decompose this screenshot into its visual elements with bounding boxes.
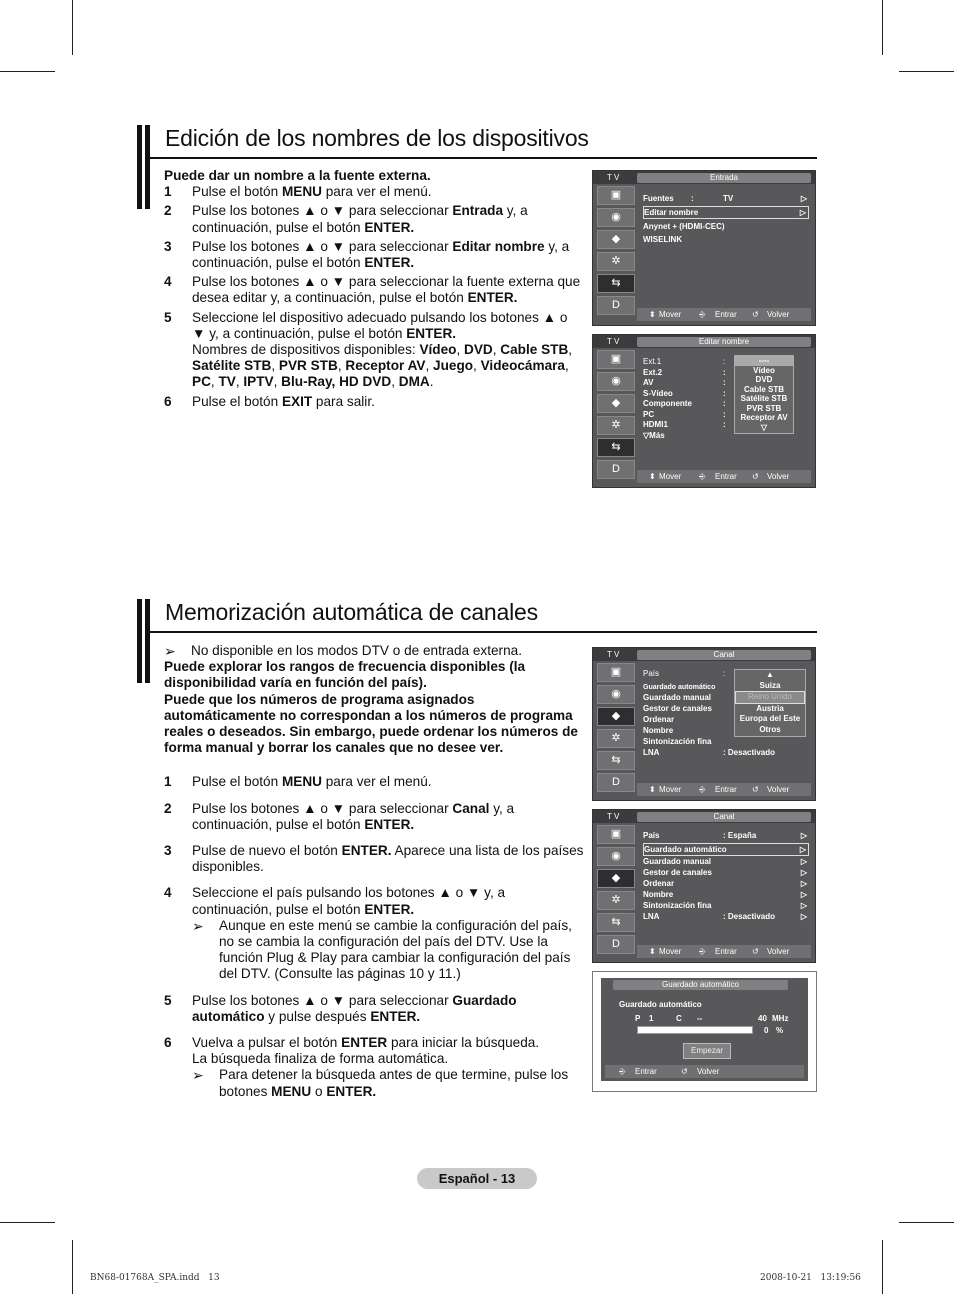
- step-text: Vuelva a pulsar el botón ENTER para iniciar la búsqueda. La búsqueda finaliza de forma automática.: [192, 1035, 540, 1067]
- digital-menu-icon: D: [597, 935, 635, 954]
- step-number: 3: [164, 238, 172, 254]
- note: [164, 643, 584, 659]
- row-label: Sintonización fina: [643, 901, 712, 910]
- crop-mark: [882, 1240, 883, 1294]
- row-value: TV: [723, 194, 734, 203]
- row-label: Editar nombre: [644, 208, 699, 217]
- footer-volver: Volver: [767, 472, 790, 481]
- step-3: [164, 239, 584, 271]
- screen-footer: [637, 470, 811, 483]
- return-icon: ↺: [752, 947, 759, 956]
- step-text: Seleccione el país pulsando los botones ▲ o ▼ y, a continuación, pulse el botón ENTER.: [192, 885, 506, 917]
- row-label: PC: [643, 409, 655, 419]
- arrow-right-icon: ▷: [800, 194, 807, 203]
- tv-screen-canal: [592, 809, 816, 963]
- popup-option[interactable]: Suiza: [759, 680, 781, 690]
- setup-icon: ✲: [597, 252, 635, 271]
- arrow-right-icon: ▷: [799, 845, 806, 854]
- digital-menu-icon: D: [597, 296, 635, 315]
- step-number: 2: [164, 800, 172, 816]
- arrow-right-icon: ▷: [800, 912, 807, 921]
- footer-entrar: Entrar: [715, 310, 737, 319]
- section-title: Memorización automática de canales: [165, 599, 538, 625]
- footer-entrar: Entrar: [635, 1067, 657, 1076]
- step-2: [164, 801, 584, 833]
- enter-icon: ⎆: [699, 472, 706, 481]
- setup-icon: ✲: [597, 416, 635, 435]
- menu-row[interactable]: [643, 830, 809, 841]
- footer-volver: Volver: [767, 785, 790, 794]
- popup-option[interactable]: Austria: [756, 703, 784, 713]
- step-text: Pulse de nuevo el botón ENTER. Aparece una lista de los países disponibles.: [192, 843, 584, 875]
- menu-title: Entrada: [637, 173, 811, 183]
- crop-mark: [0, 71, 55, 72]
- menu-row[interactable]: [643, 867, 809, 878]
- step-number: 5: [164, 309, 172, 325]
- step-5: [164, 310, 584, 391]
- step-5: [164, 993, 584, 1025]
- note-arrow-icon: ➢: [192, 1067, 204, 1084]
- popup-option[interactable]: Satélite STB: [740, 394, 788, 403]
- menu-icons: [595, 663, 637, 795]
- step-4: [164, 274, 584, 306]
- row-sep: :: [723, 420, 726, 429]
- section-body-device-names: [164, 168, 584, 413]
- move-icon: ⬍: [649, 785, 656, 794]
- dialog-footer: [605, 1065, 804, 1078]
- section-body-auto-store: [164, 643, 584, 1110]
- arrow-right-icon: ▷: [800, 868, 807, 877]
- arrow-right-icon: ▷: [800, 831, 807, 840]
- tv-label: T V: [607, 337, 620, 346]
- row-label: ▽Más: [643, 430, 665, 440]
- row-label: Ordenar: [643, 715, 675, 724]
- popup-option[interactable]: Receptor AV: [740, 413, 788, 422]
- row-label: Anynet + (HDMI-CEC): [643, 222, 725, 231]
- move-icon: ⬍: [649, 947, 656, 956]
- row-label: Guardado manual: [643, 857, 712, 866]
- step-text: Pulse el botón MENU para ver el menú.: [192, 184, 432, 200]
- footer-entrar: Entrar: [715, 947, 737, 956]
- step-6: [164, 1035, 584, 1100]
- header-rule: [150, 157, 817, 159]
- tv-screen-editar-nombre: [592, 334, 816, 488]
- sound-icon: ◉: [597, 372, 635, 391]
- row-sep: :: [723, 378, 726, 387]
- footer-volver: Volver: [697, 1067, 720, 1076]
- input-icon: ⇆: [597, 274, 635, 293]
- step-number: 1: [164, 184, 172, 200]
- popup-option[interactable]: DVD: [755, 375, 773, 384]
- row-sep: :: [723, 367, 726, 377]
- intro-text: Puede que los números de programa asignados automáticamente no correspondan a los números de programa reales o deseados. Sin embargo, puede ordenar los números de forma manual y borrar los canales que no desee ver.: [164, 691, 578, 756]
- popup-option[interactable]: Europa del Este: [739, 714, 801, 723]
- menu-row[interactable]: [643, 911, 809, 922]
- return-icon: ↺: [752, 472, 759, 481]
- dialog-title: Guardado automático: [613, 980, 788, 990]
- row-sep: :: [691, 194, 694, 203]
- popup-option[interactable]: Otros: [759, 724, 781, 734]
- popup-option[interactable]: Vídeo: [753, 365, 775, 375]
- crop-mark: [899, 1222, 954, 1223]
- input-icon: ⇆: [597, 438, 635, 457]
- footer-mover: Mover: [659, 947, 682, 956]
- menu-title: Canal: [637, 650, 811, 660]
- screen-footer: [637, 783, 811, 796]
- input-icon: ⇆: [597, 751, 635, 770]
- row-label: Ordenar: [643, 879, 675, 888]
- step-6: [164, 394, 584, 410]
- picture-icon: ▣: [597, 350, 635, 369]
- menu-row[interactable]: [643, 878, 809, 889]
- input-icon: ⇆: [597, 913, 635, 932]
- row-sep: :: [723, 388, 726, 398]
- return-icon: ↺: [681, 1067, 688, 1076]
- footer-entrar: Entrar: [715, 785, 737, 794]
- channel-icon: ◆: [597, 707, 635, 726]
- percent-unit: %: [776, 1026, 784, 1035]
- row-value: : España: [723, 831, 757, 840]
- percent-value: 0: [764, 1026, 769, 1035]
- auto-store-dialog: [601, 978, 808, 1081]
- screen-footer: [637, 945, 811, 958]
- step-text: Pulse los botones ▲ o ▼ para seleccionar Editar nombre y, a continuación, pulse el botón ENTER.: [192, 238, 570, 271]
- step-number: 5: [164, 992, 172, 1008]
- row-label: Fuentes: [643, 194, 674, 203]
- arrow-right-icon: ▷: [800, 901, 807, 910]
- start-button[interactable]: Empezar: [683, 1043, 731, 1059]
- note-text: Aunque en este menú se cambie la configuración del país, no se cambia la configuración del país del DTV. Use la función Plug & Play para cambiar la configuración del país del DTV. (Consulte las páginas 10 y 11.): [219, 917, 572, 982]
- step-text: Pulse los botones ▲ o ▼ para seleccionar la fuente externa que desea editar y, a continuación, pulse el botón ENTER.: [192, 274, 581, 306]
- channel-label: C: [676, 1014, 682, 1023]
- digital-menu-icon: D: [597, 773, 635, 792]
- steps-list: [164, 184, 584, 410]
- tv-screen-canal-pais: [592, 647, 816, 801]
- row-label: HDMI1: [643, 420, 668, 429]
- step-text: Pulse el botón MENU para ver el menú.: [192, 774, 432, 790]
- row-label: Guardado automático: [644, 845, 727, 854]
- step-3: [164, 843, 584, 875]
- step-text: Pulse los botones ▲ o ▼ para seleccionar Guardado automático y pulse después ENTER.: [192, 992, 517, 1024]
- progress-bar: [637, 1026, 753, 1034]
- row-label: País: [643, 831, 660, 840]
- row-label: Componente: [643, 399, 692, 408]
- dialog-label: Guardado automático: [619, 1000, 702, 1009]
- footer-volver: Volver: [767, 947, 790, 956]
- section-title: Edición de los nombres de los dispositivos: [165, 125, 589, 151]
- program-value: 1: [649, 1014, 654, 1023]
- header-rule: [150, 631, 817, 633]
- row-value: : Desactivado: [723, 748, 776, 757]
- popup-option[interactable]: ▲: [766, 670, 774, 679]
- header-bar: [145, 125, 150, 209]
- arrow-right-icon: ▷: [799, 208, 806, 217]
- setup-icon: ✲: [597, 891, 635, 910]
- popup-option[interactable]: Reino Unido: [735, 691, 805, 704]
- tv-screen-entrada: [592, 170, 816, 326]
- step-number: 6: [164, 1035, 172, 1051]
- intro-text: Puede explorar los rangos de frecuencia disponibles (la disponibilidad varía en función del país).: [164, 659, 526, 691]
- row-label: Guardado automático: [643, 684, 716, 691]
- step-number: 4: [164, 274, 172, 290]
- device-name-popup[interactable]: [734, 355, 794, 434]
- move-icon: ⬍: [649, 310, 656, 319]
- popup-option[interactable]: Cable STB: [743, 384, 784, 394]
- popup-option[interactable]: ----: [735, 356, 793, 366]
- arrow-right-icon: ▷: [800, 879, 807, 888]
- sound-icon: ◉: [597, 208, 635, 227]
- channel-icon: ◆: [597, 394, 635, 413]
- menu-row[interactable]: [643, 843, 809, 856]
- picture-icon: ▣: [597, 663, 635, 682]
- note-arrow-icon: ➢: [164, 643, 176, 659]
- row-label: AV: [643, 378, 654, 387]
- footer-mover: Mover: [659, 785, 682, 794]
- frequency-unit: MHz: [772, 1014, 789, 1023]
- row-label: LNA: [643, 912, 660, 921]
- footer-mover: Mover: [659, 472, 682, 481]
- crop-mark: [72, 0, 73, 55]
- row-sep: :: [723, 409, 726, 419]
- step-2: [164, 203, 584, 235]
- row-label: Gestor de canales: [643, 704, 712, 713]
- slug-date: 2008-10-21 13:19:56: [760, 1273, 861, 1283]
- sound-icon: ◉: [597, 847, 635, 866]
- step-text: Seleccione lel dispositivo adecuado pulsando los botones ▲ o ▼ y, a continuación, pulse el botón ENTER. Nombres de dispositivos disponibles: Vídeo, DVD, Cable STB, Satélite STB, PVR STB, Receptor AV, Juego, Videocámara, PC, TV, IPTV, Blu-Ray, HD DVD, DMA.: [192, 309, 573, 390]
- menu-row[interactable]: [643, 747, 809, 758]
- step-number: 4: [164, 885, 172, 901]
- arrow-right-icon: ▷: [800, 890, 807, 899]
- row-label: WISELINK: [643, 235, 683, 244]
- return-icon: ↺: [752, 310, 759, 319]
- step-text: Pulse los botones ▲ o ▼ para seleccionar Canal y, a continuación, pulse el botón ENTER.: [192, 800, 515, 832]
- footer-mover: Mover: [659, 310, 682, 319]
- menu-row[interactable]: [643, 856, 809, 867]
- menu-icons: [595, 186, 637, 318]
- row-label: Ext.2: [643, 367, 663, 377]
- enter-icon: ⎆: [619, 1067, 626, 1076]
- tv-label: T V: [607, 650, 620, 659]
- tv-label: T V: [607, 173, 620, 182]
- header-bar: [137, 125, 142, 209]
- popup-option[interactable]: ▽: [760, 422, 768, 432]
- row-label: Gestor de canales: [643, 868, 712, 877]
- digital-menu-icon: D: [597, 460, 635, 479]
- page-number: Español - 13: [417, 1168, 537, 1189]
- step-number: 2: [164, 203, 172, 219]
- popup-option[interactable]: PVR STB: [746, 403, 782, 413]
- row-sep: :: [723, 357, 726, 366]
- menu-title: Editar nombre: [637, 337, 811, 347]
- step-number: 1: [164, 774, 172, 790]
- crop-mark: [72, 1240, 73, 1294]
- step-note: [192, 1067, 584, 1099]
- picture-icon: ▣: [597, 825, 635, 844]
- crop-mark: [899, 71, 954, 72]
- menu-content: [643, 193, 809, 245]
- menu-row-editar: [643, 206, 809, 219]
- menu-icons: [595, 825, 637, 957]
- row-sep: :: [723, 399, 726, 408]
- step-note: [192, 918, 584, 983]
- crop-mark: [882, 0, 883, 55]
- note-text: Para detener la búsqueda antes de que termine, pulse los botones MENU o ENTER.: [219, 1067, 569, 1099]
- row-label: LNA: [643, 748, 660, 757]
- picture-icon: ▣: [597, 186, 635, 205]
- step-text: Pulse los botones ▲ o ▼ para seleccionar Entrada y, a continuación, pulse el botón ENTER.: [192, 203, 528, 235]
- frequency-value: 40: [758, 1014, 767, 1023]
- step-number: 3: [164, 843, 172, 859]
- screen-footer: [637, 308, 811, 321]
- tv-label: T V: [607, 812, 620, 821]
- note-text: No disponible en los modos DTV o de entrada externa.: [191, 643, 522, 658]
- step-4: [164, 885, 584, 982]
- row-label: Guardado manual: [643, 693, 712, 702]
- menu-row-wiselink: [643, 234, 809, 245]
- enter-icon: ⎆: [699, 310, 706, 319]
- menu-icons: [595, 350, 637, 482]
- note-arrow-icon: ➢: [192, 917, 204, 934]
- move-icon: ⬍: [649, 472, 656, 481]
- auto-store-dialog-frame: [592, 971, 817, 1092]
- row-sep: :: [723, 669, 726, 678]
- return-icon: ↺: [752, 785, 759, 794]
- step-text: Pulse el botón EXIT para salir.: [192, 393, 375, 409]
- header-bar: [137, 599, 142, 683]
- intro-text: Puede dar un nombre a la fuente externa.: [164, 168, 431, 183]
- slug-file: BN68-01768A_SPA.indd 13: [90, 1273, 220, 1283]
- enter-icon: ⎆: [699, 947, 706, 956]
- row-label: Sintonización fina: [643, 737, 712, 746]
- header-bar: [145, 599, 150, 683]
- enter-icon: ⎆: [699, 785, 706, 794]
- arrow-right-icon: ▷: [800, 857, 807, 866]
- steps-list: [164, 774, 584, 1099]
- channel-icon: ◆: [597, 869, 635, 888]
- step-1: [164, 184, 584, 200]
- menu-row[interactable]: [643, 736, 809, 747]
- step-1: [164, 774, 584, 790]
- program-label: P: [635, 1014, 641, 1023]
- footer-entrar: Entrar: [715, 472, 737, 481]
- menu-row-anynet: [643, 221, 809, 232]
- row-label: Nombre: [643, 726, 674, 735]
- menu-content: [643, 830, 809, 922]
- country-popup[interactable]: [734, 669, 806, 737]
- row-value: : Desactivado: [723, 912, 776, 921]
- row-label: País: [643, 669, 660, 678]
- channel-value: --: [697, 1014, 703, 1023]
- menu-row[interactable]: [643, 900, 809, 911]
- menu-row[interactable]: [643, 889, 809, 900]
- setup-icon: ✲: [597, 729, 635, 748]
- menu-row-fuentes: [643, 193, 809, 204]
- channel-icon: ◆: [597, 230, 635, 249]
- row-label: S-Vídeo: [643, 388, 673, 398]
- menu-title: Canal: [637, 812, 811, 822]
- sound-icon: ◉: [597, 685, 635, 704]
- row-label: Ext.1: [643, 357, 662, 366]
- footer-volver: Volver: [767, 310, 790, 319]
- row-label: Nombre: [643, 890, 674, 899]
- step-number: 6: [164, 393, 172, 409]
- crop-mark: [0, 1222, 55, 1223]
